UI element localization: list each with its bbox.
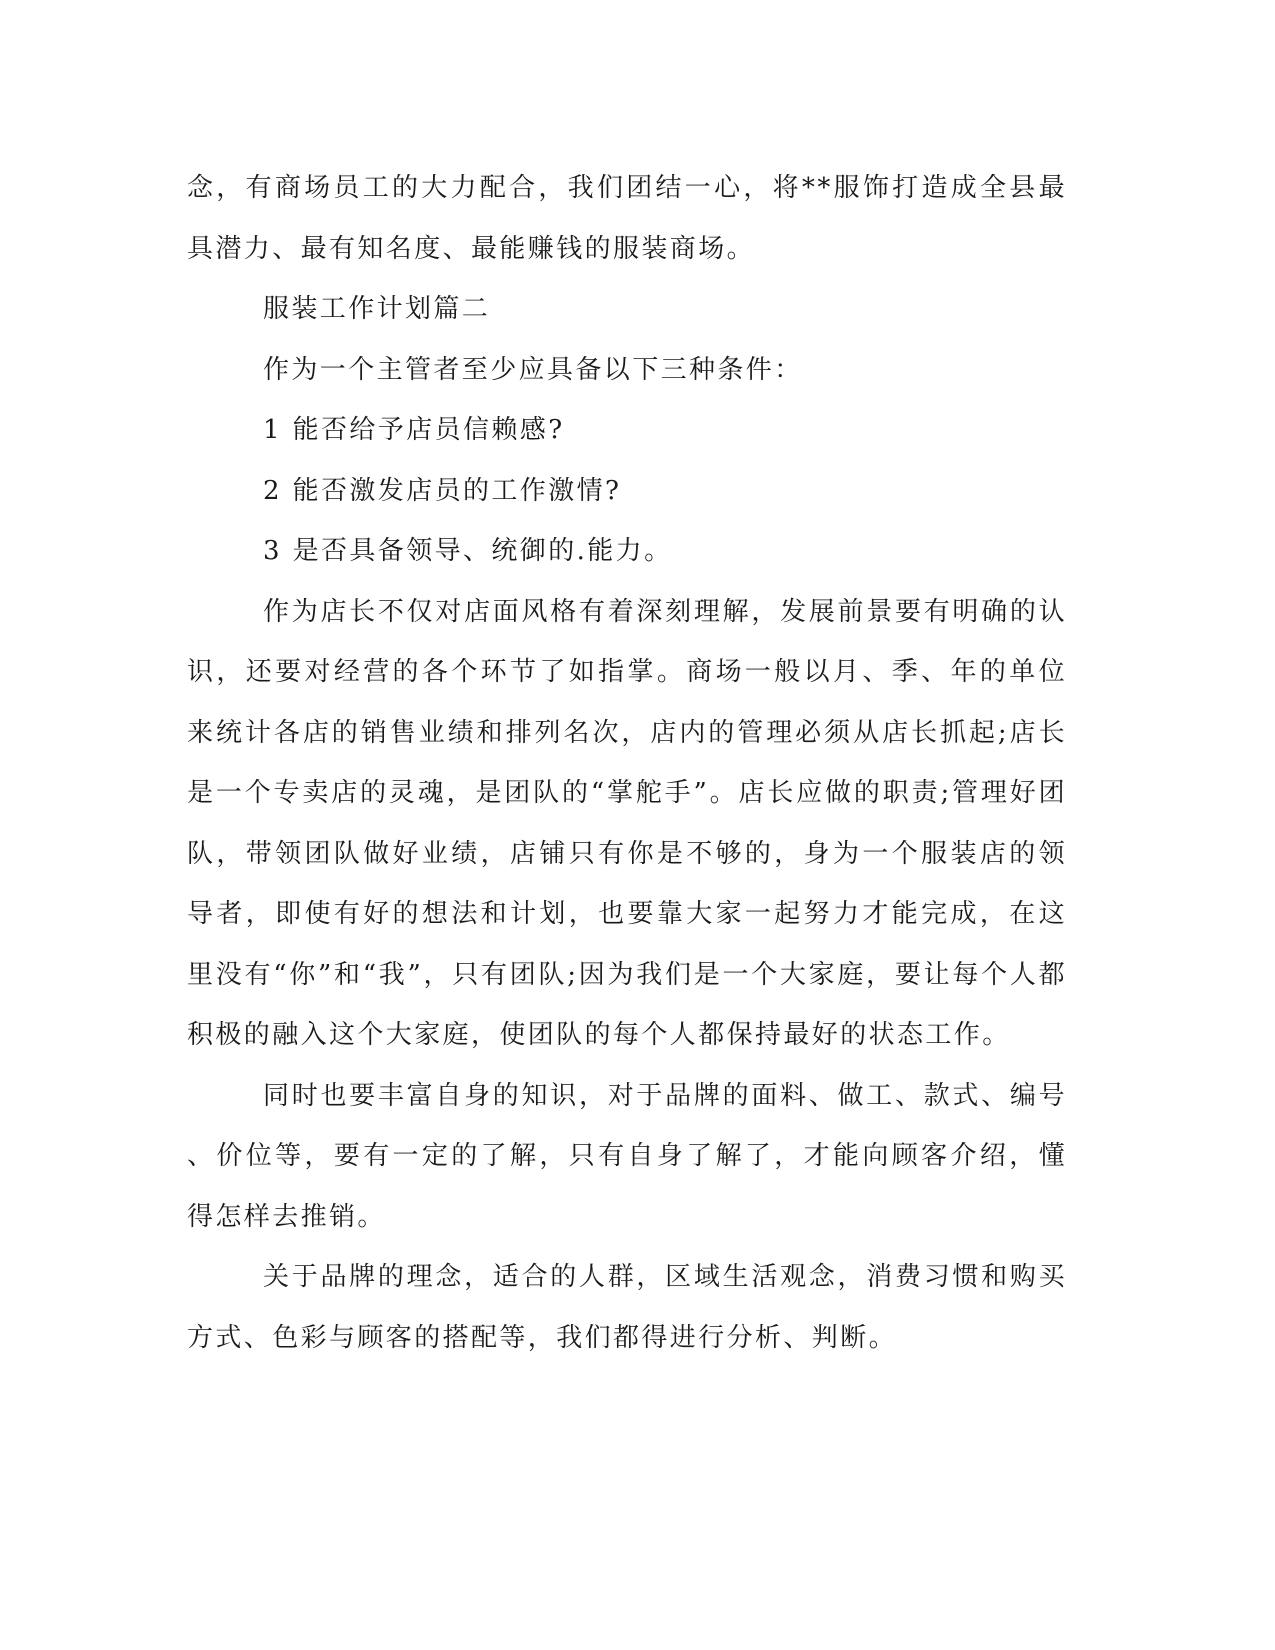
paragraph xyxy=(187,582,1067,1066)
paragraph xyxy=(187,1066,1067,1248)
text-line: 作为店长不仅对店面风格有着深刻理解，发展前景要有明确的认 xyxy=(263,596,1067,627)
list-item xyxy=(187,461,1067,522)
text-line: 、价位等，要有一定的了解，只有自身了解了，才能向顾客介绍，懂 xyxy=(187,1141,1067,1171)
text-line: 队，带领团队做好业绩，店铺只有你是不够的，身为一个服装店的领 xyxy=(187,838,1067,869)
section-heading xyxy=(187,279,1067,340)
text-line: 念，有商场员工的大力配合，我们团结一心，将**服饰打造成全县最 xyxy=(187,173,1067,203)
paragraph xyxy=(187,340,1067,401)
text-line: 导者，即使有好的想法和计划，也要靠大家一起努力才能完成，在这 xyxy=(187,899,1067,929)
text-line: 积极的融入这个大家庭，使团队的每个人都保持最好的状态工作。 xyxy=(187,1020,1011,1050)
paragraph xyxy=(187,158,1067,279)
text-line: 识，还要对经营的各个环节了如指掌。商场一般以月、季、年的单位 xyxy=(187,657,1067,687)
text-line: 3 是否具备领导、统御的.能力。 xyxy=(263,536,673,566)
document-body xyxy=(187,158,1067,1368)
text-line: 关于品牌的理念，适合的人群，区域生活观念，消费习惯和购买 xyxy=(263,1262,1067,1292)
paragraph xyxy=(187,1247,1067,1368)
text-line: 同时也要丰富自身的知识，对于品牌的面料、做工、款式、编号 xyxy=(263,1080,1067,1111)
text-line: 1 能否给予店员信赖感? xyxy=(263,415,565,445)
text-line: 2 能否激发店员的工作激情? xyxy=(263,475,622,506)
text-line: 方式、色彩与顾客的搭配等，我们都得进行分析、判断。 xyxy=(187,1322,898,1353)
text-line: 来统计各店的销售业绩和排列名次，店内的管理必须从店长抓起;店长 xyxy=(187,717,1067,748)
list-item xyxy=(187,521,1067,582)
text-line: 得怎样去推销。 xyxy=(187,1201,386,1232)
text-line: 具潜力、最有知名度、最能赚钱的服装商场。 xyxy=(187,233,756,264)
heading-text: 服装工作计划篇二 xyxy=(263,294,491,324)
text-line: 里没有“你”和“我”，只有团队;因为我们是一个大家庭，要让每个人都 xyxy=(187,959,1067,990)
text-line: 作为一个主管者至少应具备以下三种条件： xyxy=(263,354,803,385)
list-item xyxy=(187,400,1067,461)
text-line: 是一个专卖店的灵魂，是团队的“掌舵手”。店长应做的职责;管理好团 xyxy=(187,778,1067,808)
